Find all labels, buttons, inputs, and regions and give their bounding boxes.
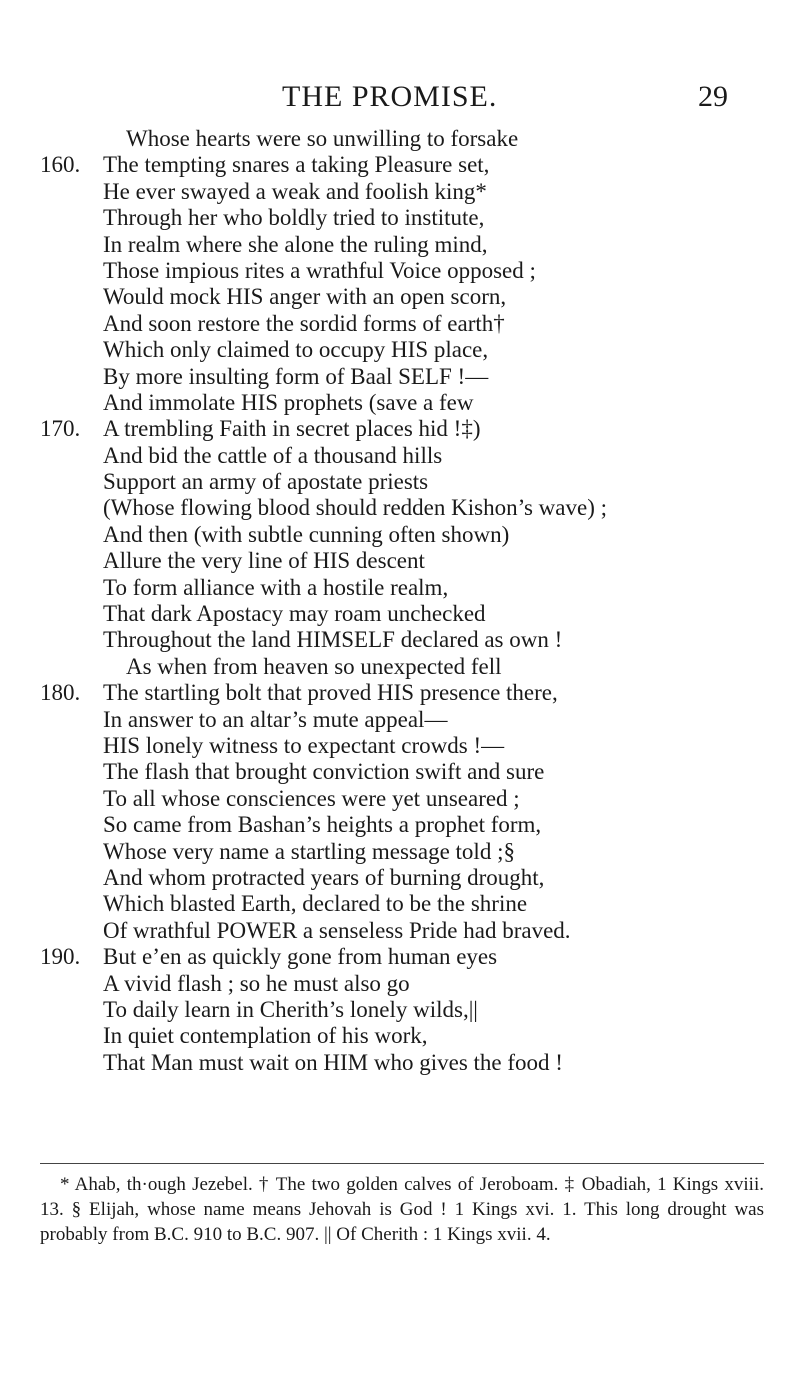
- line-text: Which blasted Earth, declared to be the shrine: [103, 891, 528, 917]
- line-text: Whose hearts were so unwilling to forsake: [126, 126, 519, 151]
- line-text: And then (with subtle cunning often shown): [103, 521, 510, 547]
- running-title: THE PROMISE.: [282, 80, 498, 113]
- poem-line: [0, 680, 800, 706]
- poem-line: [0, 812, 800, 838]
- line-text: He ever swayed a weak and foolish king*: [103, 178, 487, 204]
- poem-line: [0, 865, 800, 891]
- line-text: Through her who boldly tried to institute,: [103, 205, 485, 231]
- line-number: 190.: [40, 944, 81, 970]
- line-text: A trembling Faith in secret places hid !‡): [103, 416, 481, 442]
- poem-line: [0, 997, 800, 1023]
- line-text: Which only claimed to occupy HIS place,: [103, 337, 489, 363]
- line-number: 170.: [40, 416, 81, 442]
- line-text: The startling bolt that proved HIS presence there,: [103, 680, 558, 706]
- poem-line: [0, 971, 800, 997]
- footnote-divider: [40, 1163, 764, 1164]
- poem-line: [0, 627, 800, 653]
- poem-line: [0, 601, 800, 627]
- page-header: [0, 80, 800, 120]
- line-text: Those impious rites a wrathful Voice opposed ;: [103, 257, 536, 283]
- poem-body: [0, 126, 800, 1076]
- line-text: Allure the very line of HIS descent: [103, 548, 425, 574]
- poem-line: [0, 654, 800, 680]
- poem-line: [0, 179, 800, 205]
- line-text: The flash that brought conviction swift and sure: [103, 759, 545, 785]
- poem-line: [0, 258, 800, 284]
- poem-line: [0, 495, 800, 521]
- line-text: Of wrathful POWER a senseless Pride had braved.: [103, 917, 571, 943]
- line-text: Whose very name a startling message told ;§: [103, 838, 515, 864]
- line-text: The tempting snares a taking Pleasure set,: [103, 152, 490, 178]
- line-text: HIS lonely witness to expectant crowds !—: [103, 732, 505, 758]
- poem-line: [0, 1050, 800, 1076]
- poem-line: [0, 416, 800, 442]
- page-number: 29: [698, 80, 728, 113]
- poem-line: [0, 232, 800, 258]
- line-text: Support an army of apostate priests: [103, 469, 429, 495]
- poem-line: [0, 891, 800, 917]
- line-text: But e’en as quickly gone from human eyes: [103, 944, 498, 970]
- poem-line: [0, 337, 800, 363]
- line-text: By more insulting form of Baal SELF !—: [103, 363, 489, 389]
- poem-line: [0, 205, 800, 231]
- line-text: In quiet contemplation of his work,: [103, 1023, 428, 1049]
- poem-line: [0, 311, 800, 337]
- poem-line: [0, 548, 800, 574]
- poem-line: [0, 575, 800, 601]
- poem-line: [0, 152, 800, 178]
- footnotes: [40, 1172, 764, 1247]
- line-text: That dark Apostacy may roam unchecked: [103, 601, 486, 627]
- poem-line: [0, 364, 800, 390]
- line-number: 180.: [40, 680, 81, 706]
- line-text: As when from heaven so unexpected fell: [126, 653, 502, 679]
- line-text: Throughout the land HIMSELF declared as own !: [103, 627, 563, 653]
- poem-line: [0, 469, 800, 495]
- poem-line: [0, 918, 800, 944]
- poem-line: [0, 786, 800, 812]
- line-text: And whom protracted years of burning drought,: [103, 864, 545, 890]
- poem-line: [0, 284, 800, 310]
- poem-line: [0, 522, 800, 548]
- poem-line: [0, 126, 800, 152]
- poem-line: [0, 443, 800, 469]
- line-text: And soon restore the sordid forms of earth†: [103, 310, 505, 336]
- poem-line: [0, 390, 800, 416]
- line-text: Would mock HIS anger with an open scorn,: [103, 284, 507, 310]
- poem-line: [0, 759, 800, 785]
- line-text: In answer to an altar’s mute appeal—: [103, 706, 448, 732]
- line-text: A vivid flash ; so he must also go: [103, 970, 410, 996]
- poem-line: [0, 707, 800, 733]
- poem-line: [0, 839, 800, 865]
- line-text: (Whose flowing blood should redden Kishon’s wave) ;: [103, 495, 608, 521]
- line-text: So came from Bashan’s heights a prophet form,: [103, 812, 542, 838]
- line-text: And bid the cattle of a thousand hills: [103, 442, 443, 468]
- line-text: To form alliance with a hostile realm,: [103, 574, 449, 600]
- line-text: To daily learn in Cherith’s lonely wilds,||: [103, 996, 478, 1022]
- line-number: 160.: [40, 152, 81, 178]
- line-text: That Man must wait on HIM who gives the food !: [103, 1049, 563, 1075]
- line-text: In realm where she alone the ruling mind,: [103, 231, 488, 257]
- poem-line: [0, 1023, 800, 1049]
- line-text: To all whose consciences were yet unseared ;: [103, 785, 520, 811]
- footnote-text: * Ahab, th·ough Jezebel. † The two golden calves of Jeroboam. ‡ Obadiah, 1 Kings xviii. 13. § Elijah, whose name means Jehovah is God ! 1 Kings xvi. 1. This long drought was probably from B.C. 910 to B.C. 907. || Of Cherith : 1 Kings xvii. 4.: [40, 1174, 764, 1245]
- poem-line: [0, 944, 800, 970]
- line-text: And immolate HIS prophets (save a few: [103, 389, 474, 415]
- poem-line: [0, 733, 800, 759]
